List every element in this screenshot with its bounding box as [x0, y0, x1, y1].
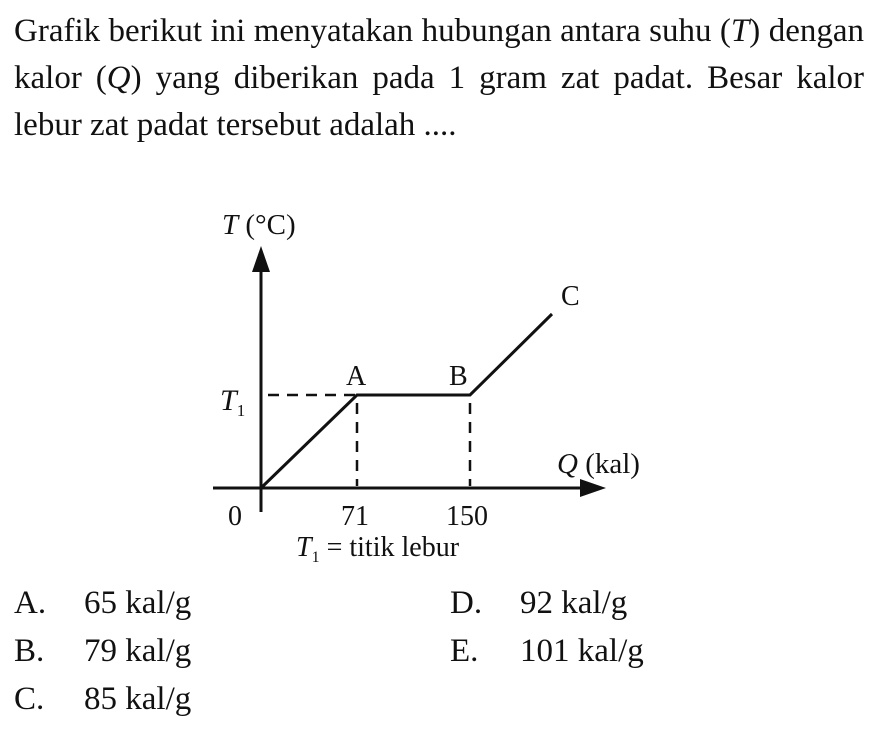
question-part2: ) dengan kalor (: [14, 13, 864, 96]
option-text: 79 kal/g: [84, 633, 192, 669]
question-part1: Grafik berikut ini menyatakan hubungan antara suhu (: [14, 13, 731, 49]
question-part3: ) yang diberikan pada 1 gram zat padat. Besar kalor lebur zat padat tersebut adalah ....: [14, 60, 864, 143]
y-axis-arrow-icon: [252, 246, 270, 272]
option-d[interactable]: [450, 583, 627, 623]
option-text: 65 kal/g: [84, 585, 192, 621]
option-b[interactable]: [14, 631, 191, 671]
option-letter: B.: [14, 633, 45, 669]
x-axis-arrow-icon: [580, 479, 606, 497]
option-text: 85 kal/g: [84, 681, 192, 717]
option-letter: A.: [14, 585, 47, 621]
point-b-label: B: [449, 361, 468, 392]
tick-label-71: 71: [341, 501, 369, 532]
point-c-label: C: [561, 281, 580, 312]
y-axis-label: T (°C): [222, 209, 296, 241]
point-a-label: A: [346, 361, 367, 392]
origin-label: 0: [228, 501, 242, 532]
option-text: 101 kal/g: [520, 633, 644, 669]
option-letter: C.: [14, 681, 45, 717]
option-letter: E.: [450, 633, 479, 669]
tick-label-150: 150: [446, 501, 488, 532]
option-letter: D.: [450, 585, 483, 621]
option-e[interactable]: [450, 631, 644, 671]
option-text: 92 kal/g: [520, 585, 628, 621]
variable-q: Q: [106, 60, 131, 96]
graph-caption: $T_1$ = titik lebur: [296, 532, 460, 566]
heating-curve: [261, 314, 552, 488]
option-a[interactable]: [14, 583, 191, 623]
x-axis-label: Q (kal): [557, 448, 640, 480]
variable-t: T: [730, 13, 750, 49]
option-c[interactable]: [14, 679, 191, 719]
t1-label: $T_1$: [220, 384, 246, 420]
